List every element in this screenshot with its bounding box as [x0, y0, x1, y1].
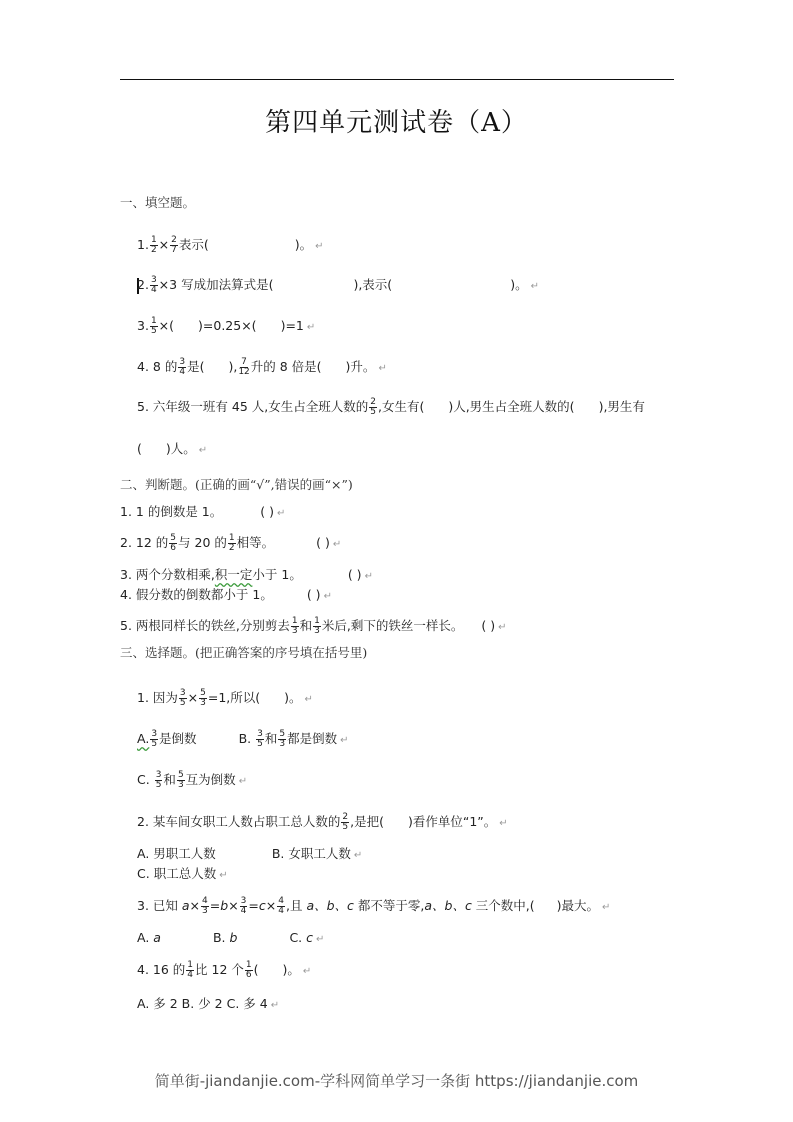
paragraph-mark-icon: ↵ [304, 694, 313, 705]
paragraph-mark-icon: ↵ [306, 322, 316, 333]
paragraph-mark-icon: ↵ [277, 508, 286, 519]
paragraph-mark-icon: ↵ [238, 776, 248, 787]
option-a[interactable]: A. $\frac{3}{5}$ 是倒数 [137, 729, 197, 749]
fraction: $\frac{3}{4}$ [179, 357, 186, 377]
page-title: 第四单元测试卷（A） [265, 108, 528, 138]
paragraph-mark-icon: ↵ [270, 1000, 280, 1011]
option-a[interactable]: A. 男职工人数 [137, 846, 216, 861]
options-inline[interactable]: A. 多 2 B. 少 2 C. 多 4 [137, 996, 268, 1011]
question-3-4-options [137, 995, 279, 1015]
answer-blank[interactable]: ( ) [306, 587, 321, 602]
option-b[interactable]: B. $\frac{3}{5}$ 和 $\frac{5}{3}$ 都是倒数 [238, 729, 338, 749]
header-rule [120, 79, 674, 80]
paragraph-mark-icon: ↵ [530, 281, 539, 292]
answer-blank[interactable]: ( ) [316, 535, 330, 550]
option-c[interactable]: C. 职工总人数 [137, 866, 217, 881]
fraction: $\frac{1}{5}$ [150, 316, 157, 336]
paragraph-mark-icon: ↵ [340, 735, 349, 746]
option-b[interactable]: B. b [212, 930, 238, 945]
fraction: $\frac{1}{2}$ [228, 533, 235, 553]
question-1-3: 3. $\frac{1}{5}$ ×( )=0.25×( )=1 ↵ [137, 316, 316, 336]
paragraph-mark-icon: ↵ [323, 591, 332, 602]
question-3-2-options-ab [137, 845, 362, 865]
paragraph-mark-icon: ↵ [332, 539, 342, 550]
section-heading-multiple-choice: 三、选择题。(把正确答案的序号填在括号里) [120, 645, 368, 660]
question-2-1: 1. 1 的倒数是 1。 ( ) ↵ [120, 504, 286, 519]
paragraph-mark-icon: ↵ [353, 850, 363, 861]
q-label: 1. [137, 237, 149, 252]
paragraph-mark-icon: ↵ [316, 934, 325, 945]
question-3-1-options-ab [137, 730, 349, 750]
fraction: $\frac{4}{4}$ [278, 896, 284, 916]
fraction: $\frac{1}{3}$ [291, 616, 298, 636]
section-heading-fill-blank: 一、填空题。 [120, 195, 196, 210]
paragraph-mark-icon: ↵ [378, 363, 387, 374]
question-2-3: 3. 两个分数相乘,积一定小于 1。 ( ) ↵ [120, 567, 373, 582]
question-2-4: 4. 假分数的倒数都小于 1。 ( ) ↵ [120, 587, 332, 602]
paragraph-mark-icon: ↵ [498, 622, 507, 633]
section-heading-true-false: 二、判断题。(正确的画“√”,错误的画“×”) [120, 477, 353, 492]
fraction: $\frac{1}{6}$ [245, 960, 252, 980]
question-1-5: 5. 六年级一班有 45 人,女生占全班人数的 $\frac{2}{5}$ ,女生有( )人,男生占全班人数的( ),男生有 [137, 397, 645, 417]
option-c[interactable]: C. $\frac{3}{5}$ 和 $\frac{5}{3}$ 互为倒数 [137, 770, 236, 790]
fraction: $\frac{3}{5}$ [155, 770, 162, 790]
paragraph-mark-icon: ↵ [219, 870, 228, 881]
question-3-2: 2. 某车间女职工人数占职工总人数的 $\frac{2}{5}$ ,是把( )看作单位“1”。 ↵ [137, 812, 508, 832]
fraction: $\frac{3}{5}$ [179, 688, 186, 708]
fraction: $\frac{3}{5}$ [257, 729, 263, 749]
spellcheck-underline: 积一定 [214, 567, 253, 582]
fraction: $\frac{4}{3}$ [202, 896, 208, 916]
fraction: $\frac{2}{5}$ [370, 397, 376, 417]
option-a[interactable]: A. a [137, 930, 161, 945]
question-1-5-continuation: ( )人。 ↵ [137, 441, 208, 456]
question-1-1: 1. $\frac{1}{2}$ × $\frac{2}{7}$ 表示( )。 ↵ [137, 235, 324, 255]
question-3-3-options [137, 929, 324, 949]
question-3-1-option-c [137, 771, 247, 791]
question-3-3: 3. 已知 a× $\frac{4}{3}$ =b× $\frac{3}{4}$ =c× $\frac{4}{4}$ ,且 a、b、c 都不等于零,a、b、c 三个数中,( )最大。 ↵ [137, 896, 611, 916]
fraction: $\frac{7}{12}$ [238, 357, 250, 377]
question-3-1: 1. 因为 $\frac{3}{5}$ × $\frac{5}{3}$ =1,所以( )。 ↵ [137, 688, 313, 708]
answer-blank[interactable]: ( ) [481, 618, 496, 633]
fraction: $\frac{3}{5}$ [151, 729, 158, 749]
watermark-footer: 简单街-jiandanjie.com-学科网简单学习一条街 https://jiandanjie.com [154, 1072, 639, 1090]
question-2-2: 2. 12 的 $\frac{5}{6}$ 与 20 的 $\frac{1}{2}$ 相等。 ( ) ↵ [120, 533, 342, 553]
paragraph-mark-icon: ↵ [302, 966, 312, 977]
paragraph-mark-icon: ↵ [499, 818, 508, 829]
fraction: $\frac{5}{3}$ [200, 688, 206, 708]
paragraph-mark-icon: ↵ [364, 571, 373, 582]
fraction: $\frac{5}{3}$ [279, 729, 286, 749]
paragraph-mark-icon: ↵ [315, 241, 324, 252]
fraction: $\frac{3}{4}$ [240, 896, 247, 916]
fraction: $\frac{5}{6}$ [170, 533, 177, 553]
answer-blank[interactable]: ( ) [260, 504, 274, 519]
fraction: $\frac{1}{3}$ [314, 616, 320, 636]
question-1-4: 4. 8 的 $\frac{3}{4}$ 是( ), $\frac{7}{12}$ 升的 8 倍是( )升。 ↵ [137, 357, 387, 377]
fraction: $\frac{1}{2}$ [150, 235, 157, 255]
answer-blank[interactable]: ( ) [347, 567, 362, 582]
option-c[interactable]: C. c [289, 930, 314, 945]
fraction: $\frac{2}{7}$ [171, 235, 177, 255]
question-3-4: 4. 16 的 $\frac{1}{4}$ 比 12 个 $\frac{1}{6}$ ( )。 ↵ [137, 960, 312, 980]
question-3-2-option-c [137, 865, 228, 885]
paragraph-mark-icon: ↵ [198, 445, 208, 456]
question-1-2: 2. $\frac{3}{4}$ ×3 写成加法算式是( ),表示( )。 ↵ [137, 275, 539, 295]
fraction: $\frac{2}{5}$ [342, 812, 349, 832]
question-2-5: 5. 两根同样长的铁丝,分别剪去 $\frac{1}{3}$ 和 $\frac{1}{3}$ 米后,剩下的铁丝一样长。 ( ) ↵ [120, 616, 507, 636]
fraction: $\frac{5}{3}$ [177, 770, 184, 790]
option-b[interactable]: B. 女职工人数 [271, 846, 351, 861]
fraction: $\frac{3}{4}$ [150, 275, 157, 295]
paragraph-mark-icon: ↵ [602, 902, 611, 913]
fraction: $\frac{1}{4}$ [187, 960, 194, 980]
